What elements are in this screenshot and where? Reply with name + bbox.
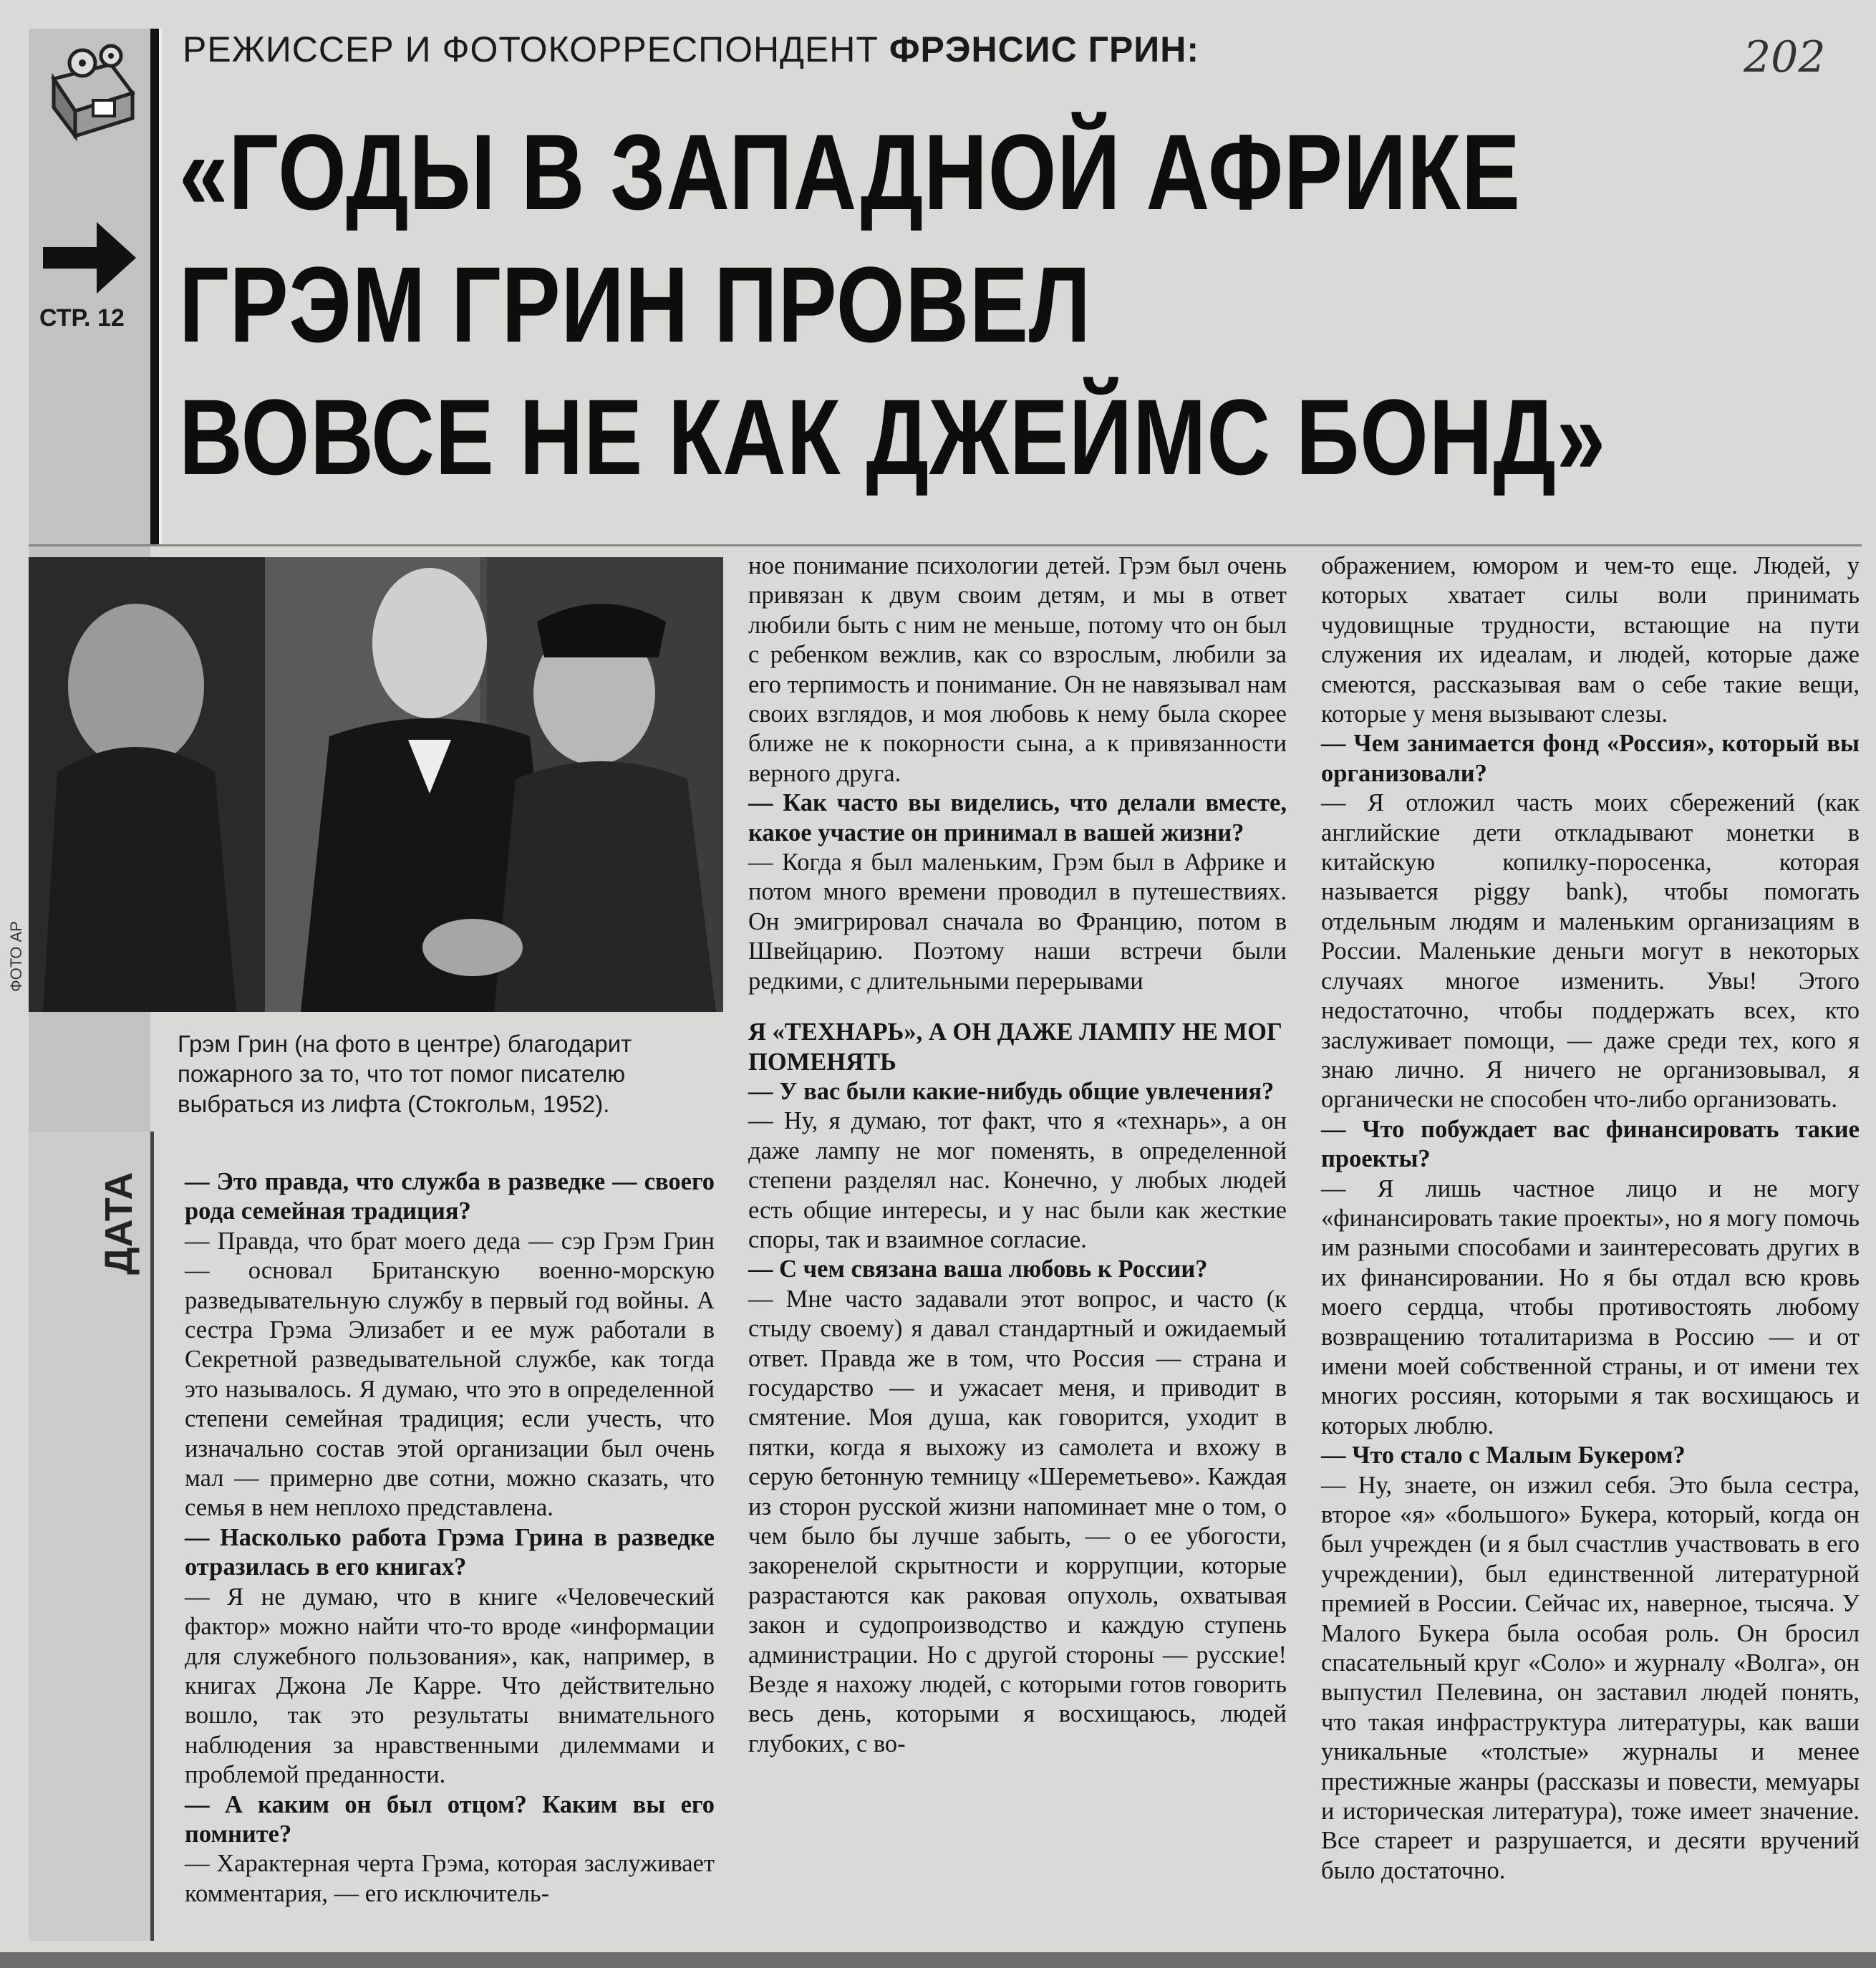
question: — Что стало с Малым Букером? xyxy=(1321,1442,1686,1470)
kicker-bold: ФРЭНСИС ГРИН: xyxy=(889,29,1200,69)
headline-line-3: ВОВСЕ НЕ КАК ДЖЕЙМС БОНД» xyxy=(179,377,1606,497)
page-reference: СТР. 12 xyxy=(39,304,125,332)
answer: — Я лишь частное лицо и не могу «финансировать такие проекты», но я могу помочь им разными способами и заинтересовать других в их финансировании. Но я бы отдал всю кровь моего сердца, чтобы противостоять любому возвращению тоталитаризма в Россию — и от имени моей собственной страны, и от имени тех многих россиян, которыми я так восхищаюсь и которых люблю. xyxy=(1321,1174,1860,1439)
question: — Что побуждает вас финансировать такие проекты? xyxy=(1321,1115,1860,1173)
photo-caption: Грэм Грин (на фото в центре) благодарит пожарного за то, что тот помог писателю выбраться из лифта (Стокгольм, 1952). xyxy=(178,1031,632,1117)
question: — Чем занимается фонд «Россия», который вы организовали? xyxy=(1321,730,1860,787)
answer: — Мне часто задавали этот вопрос, и часто (к стыду своему) я давал стандартный и ожидаемый ответ. Правда же в том, что Россия — страна и государство — и ужасает меня, и приводит в смятение. Моя душа, как говорится, уходит в пятки, когда я выхожу из самолета и вхожу в серую бетонную темницу «Шереметьево». Каждая из сторон русской жизни напоминает мне о том, о чем было бы лучше забыть, — о ее убогости, закоренелой скрытности и коррупции, которые разрастаются как раковая опухоль, охватывая закон и судопроизводство и каждую ступень администрации. Но с другой стороны — русские! Везде я нахожу людей, с которыми готов говорить весь день, которыми я восхищаюсь, людей глубоких, с во- xyxy=(748,1285,1287,1757)
answer: — Я отложил часть моих сбережений (как английские дети откладывают монетки в китайскую копилку-поросенка, которая называется piggy bank), чтобы помогать отдельным людям и маленьким организациям в России. Маленькие деньги могут в некоторых случаях многое изменить. Увы! Этого недостаточно, чтобы поддержать всех, кто заслуживает помощи, — даже среди тех, кого я знаю лично. Я ничего не организовывал, я органически не способен что-либо организовать. xyxy=(1321,789,1860,1114)
question: — Это правда, что служба в разведке — своего рода семейная традиция? xyxy=(185,1168,715,1225)
article-column-2 xyxy=(748,551,1287,1759)
headline xyxy=(179,106,1606,503)
question: — С чем связана ваша любовь к России? xyxy=(748,1255,1208,1283)
answer: — Когда я был маленьким, Грэм был в Африке и потом много времени проводил в путешествиях. Он эмигрировал сначала во Францию, потом в Швейцарию. Поэтому наши встречи были редкими, с длительными перерывами xyxy=(748,849,1287,995)
handwritten-page-number: 202 xyxy=(1744,32,1826,82)
kicker-regular: РЕЖИССЕР И ФОТОКОРРЕСПОНДЕНТ xyxy=(183,29,879,69)
photo-graham-greene xyxy=(29,557,723,1012)
answer: — Правда, что брат моего деда — сэр Грэм Грин — основал Британскую военно-морскую разведывательную службу в первый год войны. А сестра Грэма Элизабет и ее муж работали в Секретной разведывательной службе, как тогда это называлось. Я думаю, что это в определенной степени семейная традиция; если учесть, что изначально состав этой организации был очень мал — примерно две сотни, можно сказать, что семья в нем неплохо представлена. xyxy=(185,1227,715,1522)
answer: — Ну, я думаю, тот факт, что я «технарь», а он даже лампу не мог поменять, в определенной степени разделял нас. Конечно, у любых людей есть общие интересы, и у нас были как жесткие споры, так и взаимное согласие. xyxy=(748,1107,1287,1253)
answer: ное понимание психологии детей. Грэм был очень привязан к двум своим детям, и мы в ответ любили быть с ним не меньше, потому что он был с ребенком вежлив, как со взрослым, любили за его терпимость и понимание. Он не навязывал нам своих взглядов, и моя любовь к нему была скорее ближе не к покорности сына, а к привязанности верного друга. xyxy=(748,552,1287,787)
headline-line-2: ГРЭМ ГРИН ПРОВЕЛ xyxy=(179,244,1091,365)
subheading: Я «ТЕХНАРЬ», А ОН ДАЖЕ ЛАМПУ НЕ МОГ ПОМЕНЯТЬ xyxy=(748,1018,1282,1076)
question: — Насколько работа Грэма Грина в разведке отразилась в его книгах? xyxy=(185,1523,715,1581)
bottom-edge xyxy=(0,1952,1876,1968)
answer: — Я не думаю, что в книге «Человеческий фактор» можно найти что-то вроде «информации для служебного пользования», как, например, в книгах Джона Ле Карре. Что действительно вошло, так это результаты внимательного наблюдения за нравственными дилеммами и проблемой преданности. xyxy=(185,1583,715,1789)
answer: ображением, юмором и чем-то еще. Людей, у которых хватает силы воли принимать чудовищные трудности, встающие на пути служения их идеалам, и людей, которые даже смеются, рассказывая вам о себе такие вещи, которые у меня вызывают слезы. xyxy=(1321,552,1860,728)
headline-line-1: «ГОДЫ В ЗАПАДНОЙ АФРИКЕ xyxy=(179,112,1521,232)
question: — Как часто вы виделись, что делали вместе, какое участие он принимал в вашей жизни? xyxy=(748,789,1287,846)
vertical-rule xyxy=(150,29,159,544)
answer: — Ну, знаете, он изжил себя. Это была сестра, второе «я» «большого» Букера, который, когда он был учрежден (и я был счастлив участвовать в его учреждении), был единственной литературной премией в России. Сейчас их, наверное, тысяча. У Малого Букера была особая роль. Он бросил спасательный круг «Соло» и журналу «Волга», он выпустил Пелевина, он заставил людей понять, что такая инфраструктура литературы, как ваши уникальные «толстые» журналы и менее престижные жанры (рассказы и повести, мемуары и историческая литература), тоже имеет значение. Все стареет и разрушается, и десяти вручений было достаточно. xyxy=(1321,1471,1860,1884)
arrow-right-icon xyxy=(39,215,140,301)
answer: — Характерная черта Грэма, которая заслуживает комментария, — его исключитель- xyxy=(185,1850,715,1907)
projector-icon xyxy=(43,43,143,143)
question: — А каким он был отцом? Каким вы его помните? xyxy=(185,1790,715,1848)
section-label-date: ДАТА xyxy=(97,1172,140,1275)
photo-credit: ФОТО AP xyxy=(7,921,25,992)
article-column-1 xyxy=(185,1167,715,1909)
vertical-rule-lower xyxy=(150,1132,154,1941)
kicker-line xyxy=(183,29,1199,70)
question: — У вас были какие-нибудь общие увлечения? xyxy=(748,1077,1275,1105)
section-divider xyxy=(29,544,1862,546)
article-column-3 xyxy=(1321,551,1860,1886)
vertical-rule-highlight xyxy=(159,29,162,544)
